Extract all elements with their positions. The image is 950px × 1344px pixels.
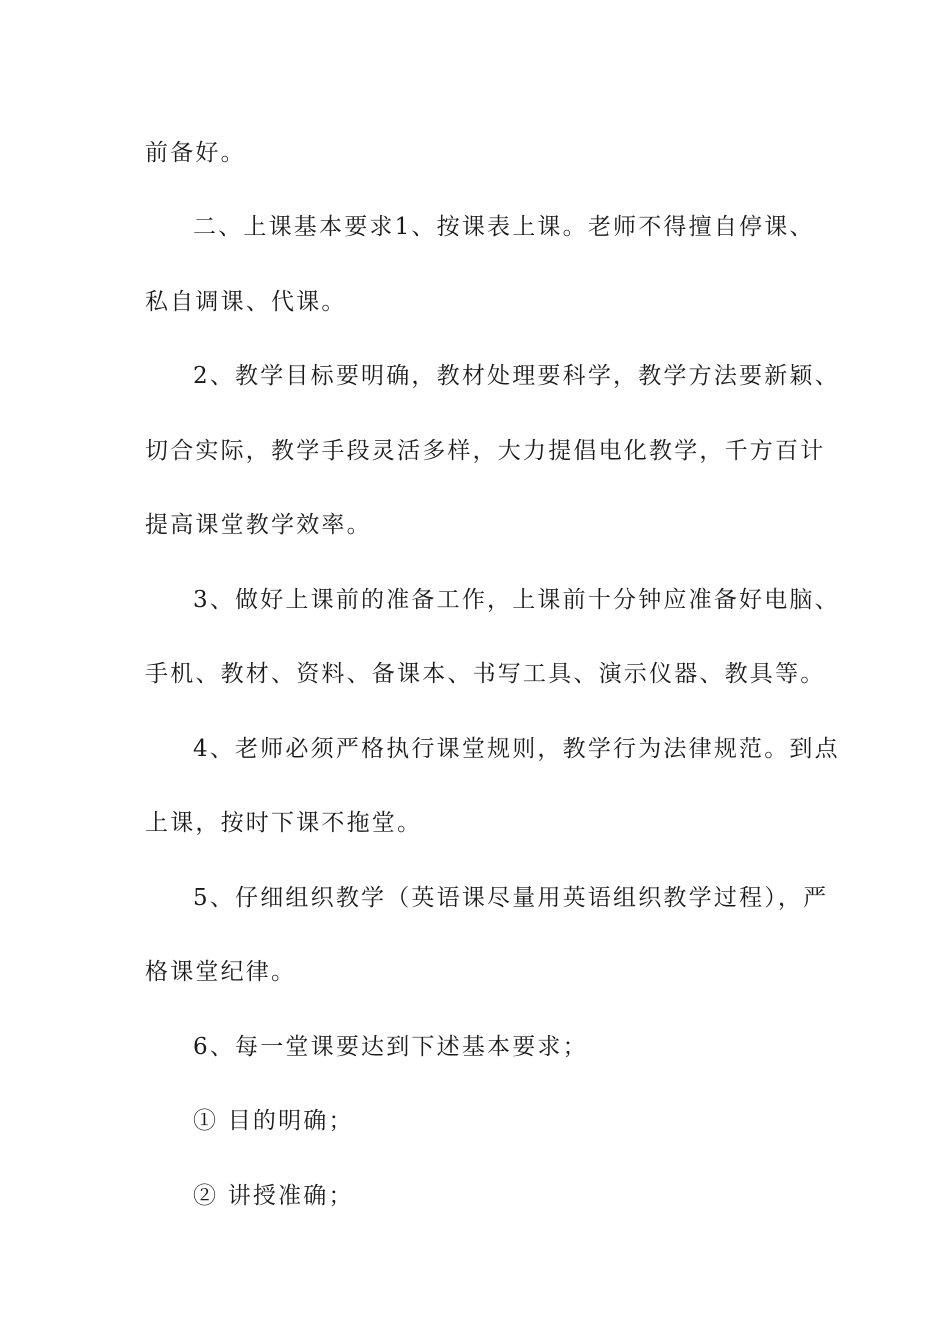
text-line: 提高课堂教学效率。 — [145, 512, 372, 538]
text-line: 6、每一堂课要达到下述基本要求； — [193, 1034, 588, 1060]
text-line: 3、做好上课前的准备工作，上课前十分钟应准备好电脑、 — [193, 587, 840, 613]
text-line: ① 目的明确； — [193, 1108, 354, 1134]
text-line: 手机、教材、资料、备课本、书写工具、演示仪器、教具等。 — [145, 661, 826, 687]
text-line: 4、老师必须严格执行课堂规则，教学行为法律规范。到点 — [193, 736, 840, 762]
text-line: 上课，按时下课不拖堂。 — [145, 810, 423, 836]
text-line: 2、教学目标要明确，教材处理要科学，教学方法要新颖、 — [193, 363, 840, 389]
text-line: 格课堂纪律。 — [145, 959, 297, 985]
text-line: 切合实际，教学手段灵活多样，大力提倡电化教学，千方百计 — [145, 438, 826, 464]
text-line: 5、仔细组织教学（英语课尽量用英语组织教学过程），严 — [193, 885, 829, 911]
text-line: 前备好。 — [145, 140, 246, 166]
text-line: 私自调课、代课。 — [145, 289, 347, 315]
text-line: ② 讲授准确； — [193, 1183, 354, 1209]
text-line: 二、上课基本要求1、按课表上课。老师不得擅自停课、 — [193, 214, 815, 240]
